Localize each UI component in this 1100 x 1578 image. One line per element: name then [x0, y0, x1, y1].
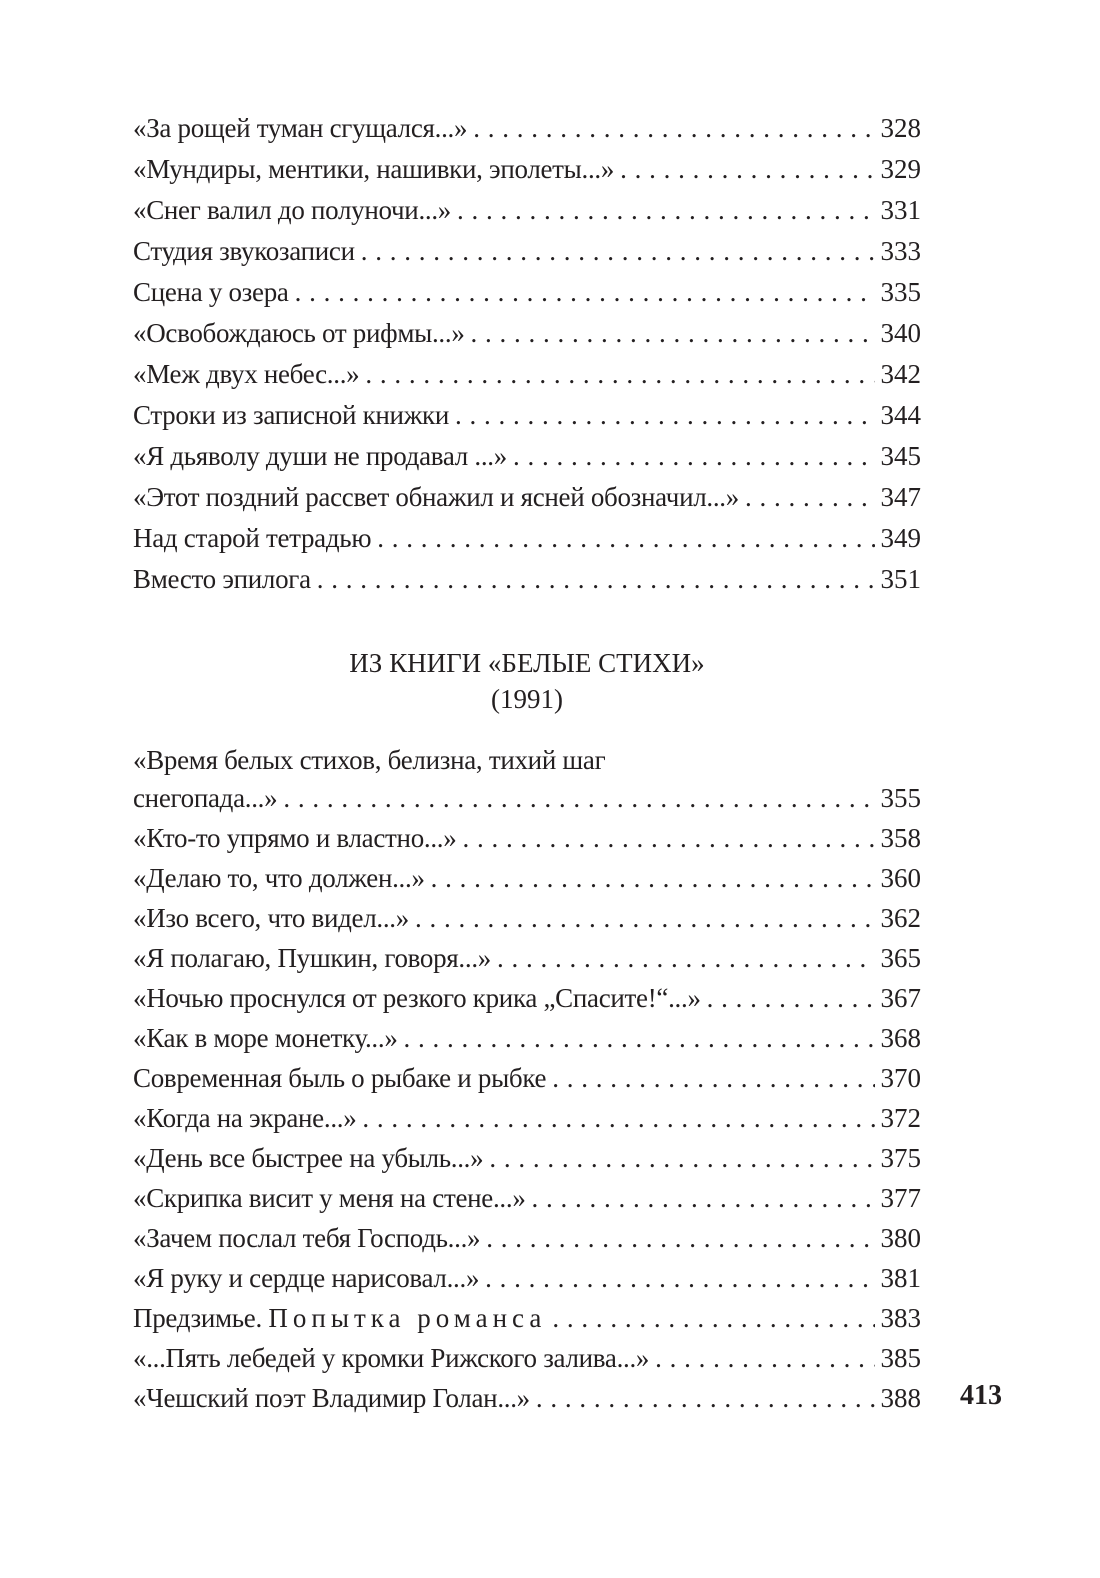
toc-entry-page: 375 [880, 1143, 921, 1173]
toc-entry-title: Строки из записной книжки [133, 400, 450, 430]
dot-leader [295, 272, 875, 313]
toc-entry-page: 362 [880, 903, 921, 933]
dot-leader [455, 395, 874, 436]
toc-entry-page: 349 [880, 523, 921, 553]
toc-entry-title: «Зачем послал тебя Господь...» [133, 1223, 481, 1253]
toc-entry [133, 1218, 921, 1258]
toc-entry-page: 340 [880, 318, 921, 348]
toc-entry-title: «...Пять лебедей у кромки Рижского залива...» [133, 1343, 650, 1373]
toc-entry-page: 380 [880, 1223, 921, 1253]
toc-entry-page: 368 [880, 1023, 921, 1053]
toc-section-2 [133, 742, 921, 1418]
toc-entry [133, 149, 921, 190]
toc-entry-title-main: Предзимье. [133, 1303, 262, 1333]
toc-entry-title: Над старой тетрадью [133, 523, 372, 553]
toc-entry-title: Современная быль о рыбаке и рыбке [133, 1063, 547, 1093]
toc-entry-title: «Меж двух небес...» [133, 359, 360, 389]
toc-entry [133, 108, 921, 149]
toc-entry [133, 477, 921, 518]
toc-entry-page: 388 [880, 1383, 921, 1413]
toc-entry-page: 355 [880, 783, 921, 813]
toc-entry-page: 351 [880, 564, 921, 594]
toc-entry [133, 858, 921, 898]
toc-entry-page: 342 [880, 359, 921, 389]
toc-entry-title: «Скрипка висит у меня на стене...» [133, 1183, 526, 1213]
dot-leader [471, 313, 875, 354]
section-year: (1991) [491, 684, 563, 714]
toc-entry-page: 347 [880, 482, 921, 512]
toc-entry-title: «Изо всего, что видел...» [133, 903, 409, 933]
toc-entry-title: Студия звукозаписи [133, 236, 355, 266]
dot-leader [404, 1018, 875, 1058]
toc-entry-title: снегопада...» [133, 783, 278, 813]
dot-leader [552, 1058, 874, 1098]
toc-entry-title: «День все быстрее на убыль...» [133, 1143, 484, 1173]
dot-leader [361, 231, 875, 272]
dot-leader [620, 149, 874, 190]
page-number: 413 [960, 1380, 1002, 1411]
toc-entry [133, 272, 921, 313]
toc-entry [133, 354, 921, 395]
toc-entry-title: «Я дьяволу души не продавал ...» [133, 441, 507, 471]
dot-leader [655, 1338, 874, 1378]
toc-entry [133, 190, 921, 231]
toc-entry [133, 1298, 921, 1338]
toc-entry [133, 818, 921, 858]
toc-entry [133, 395, 921, 436]
dot-leader [486, 1218, 874, 1258]
toc-entry-title: «Когда на экране...» [133, 1103, 357, 1133]
toc-entry [133, 559, 921, 600]
toc-entry [133, 1058, 921, 1098]
toc-entry-title: Сцена у озера [133, 277, 289, 307]
toc-section-1 [133, 108, 921, 600]
dot-leader [365, 354, 874, 395]
toc-entry-page: 367 [880, 983, 921, 1013]
toc-entry-title: «Освобождаюсь от рифмы...» [133, 318, 465, 348]
toc-entry [133, 1018, 921, 1058]
toc-entry-title: «Этот поздний рассвет обнажил и ясней обозначил...» [133, 482, 739, 512]
toc-entry-page: 370 [880, 1063, 921, 1093]
toc-entry-title: «Чешский поэт Владимир Голан...» [133, 1383, 530, 1413]
toc-entry [133, 1138, 921, 1178]
toc-entry-subtitle: Попытка романса [268, 1303, 547, 1333]
dot-leader [457, 190, 874, 231]
toc-entry-page: 344 [880, 400, 921, 430]
toc-entry-page: 331 [880, 195, 921, 225]
toc-entry [133, 1098, 921, 1138]
dot-leader [283, 778, 874, 818]
toc-entry-page: 328 [880, 113, 921, 143]
toc-entry [133, 778, 921, 818]
toc-entry-page: 377 [880, 1183, 921, 1213]
toc-entry [133, 1378, 921, 1418]
toc-entry-title [133, 1298, 546, 1338]
toc-entry-title: «Кто-то упрямо и властно...» [133, 823, 457, 853]
dot-leader [745, 477, 875, 518]
dot-leader [489, 1138, 874, 1178]
toc-entry-page: 333 [880, 236, 921, 266]
toc-entry [133, 978, 921, 1018]
toc-entry [133, 518, 921, 559]
dot-leader [532, 1178, 875, 1218]
toc-entry-page: 360 [880, 863, 921, 893]
dot-leader [536, 1378, 875, 1418]
toc-entry-page: 385 [880, 1343, 921, 1373]
toc-entry [133, 1178, 921, 1218]
toc-entry-title: «За рощей туман сгущался...» [133, 113, 468, 143]
dot-leader [485, 1258, 874, 1298]
dot-leader [473, 108, 874, 149]
dot-leader [513, 436, 875, 477]
dot-leader [552, 1298, 874, 1338]
section-heading: ИЗ КНИГИ «БЕЛЫЕ СТИХИ» [349, 648, 705, 678]
dot-leader [431, 858, 875, 898]
toc-entry-page: 335 [880, 277, 921, 307]
toc-entry [133, 898, 921, 938]
dot-leader [415, 898, 875, 938]
toc-entry-page: 365 [880, 943, 921, 973]
dot-leader [317, 559, 875, 600]
toc-entry-line1: «Время белых стихов, белизна, тихий шаг [133, 745, 606, 775]
toc-entry-title: «Я полагаю, Пушкин, говоря...» [133, 943, 491, 973]
dot-leader [377, 518, 874, 559]
dot-leader [497, 938, 875, 978]
dot-leader [462, 818, 874, 858]
toc-entry [133, 436, 921, 477]
toc-entry-title: «Снег валил до полуночи...» [133, 195, 452, 225]
toc-entry-title: Вместо эпилога [133, 564, 311, 594]
toc-entry-page: 383 [880, 1303, 921, 1333]
toc-entry [133, 938, 921, 978]
toc-entry-title: «Мундиры, ментики, нашивки, эполеты...» [133, 154, 615, 184]
toc-entry-title: «Я руку и сердце нарисовал...» [133, 1263, 480, 1293]
toc-entry [133, 1258, 921, 1298]
toc-entry-page: 372 [880, 1103, 921, 1133]
toc-entry-title: «Как в море монетку...» [133, 1023, 398, 1053]
toc-entry-page: 381 [880, 1263, 921, 1293]
toc-entry [133, 231, 921, 272]
toc-entry-page: 329 [880, 154, 921, 184]
dot-leader [362, 1098, 874, 1138]
toc-entry-title: «Ночью проснулся от резкого крика „Спасите!“...» [133, 983, 701, 1013]
dot-leader [707, 978, 875, 1018]
toc-entry [133, 313, 921, 354]
toc-entry [133, 1338, 921, 1378]
toc-entry-page: 358 [880, 823, 921, 853]
toc-entry-title: «Делаю то, что должен...» [133, 863, 425, 893]
toc-entry-page: 345 [880, 441, 921, 471]
